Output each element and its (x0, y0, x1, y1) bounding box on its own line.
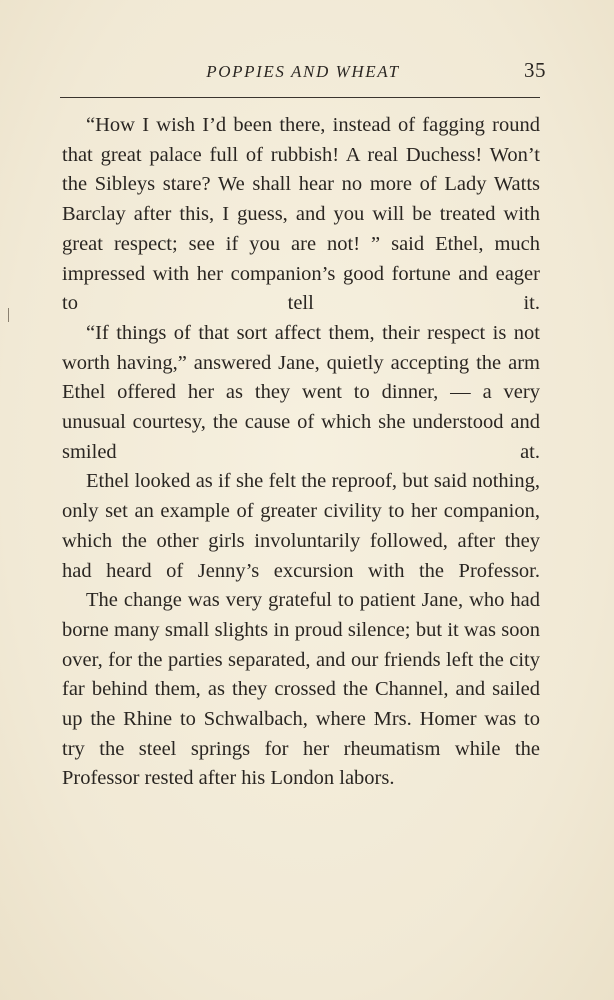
paragraph-4: The change was very grateful to patient Jane, who had borne many small slights in proud silence; but it was soon over, for the parties separated, and our friends left the city far behind them, as they crossed the Channel, and sailed up the Rhine to Schwalbach, where Mrs. Homer was to try the steel springs for her rheumatism while the Professor rested after his London labors. (62, 589, 540, 790)
body-text (62, 111, 540, 794)
running-head (60, 58, 546, 84)
running-title: POPPIES AND WHEAT (206, 62, 400, 81)
paragraph-3: Ethel looked as if she felt the reproof, but said nothing, only set an example of greater civility to her companion, which the other girls involuntarily followed, after they had heard of Jenny’s excursion with the Professor. (62, 470, 540, 582)
paragraph-2: “If things of that sort affect them, their respect is not worth having,” answered Jane, quietly accepting the arm Ethel offered her as they went to dinner, — a very unusual courtesy, the cause of which she understood and smiled at. (62, 321, 540, 463)
margin-mark (8, 308, 9, 322)
page-number: 35 (524, 58, 546, 82)
header-rule (60, 97, 540, 98)
paragraph-1: “How I wish I’d been there, instead of fagging round that great palace full of rubbish! A real Duchess! Won’t the Sibleys stare? We shall hear no more of Lady Watts Barclay after this, I guess, and you will be treated with great respect; see if you are not! ” said Ethel, much impressed with her companion’s good fortune and eager to tell it. (62, 114, 540, 315)
